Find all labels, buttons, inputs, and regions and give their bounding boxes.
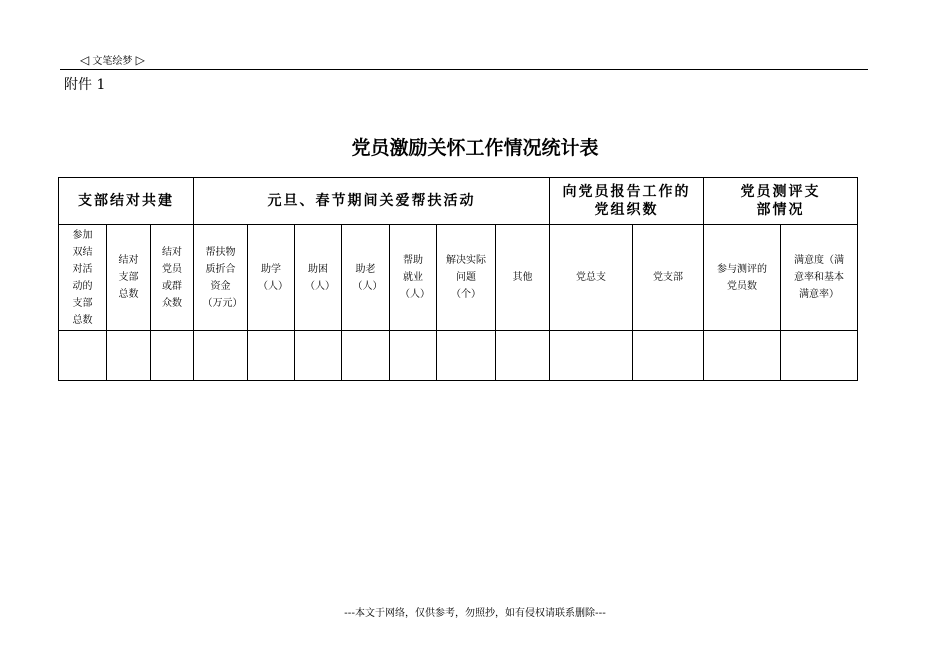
group-header-holiday-activities: 元旦、春节期间关爱帮扶活动 bbox=[194, 178, 550, 225]
page-header bbox=[80, 52, 145, 67]
col-header-2: 结对支部总数 bbox=[107, 225, 151, 331]
attachment-label: 附件 1 bbox=[64, 77, 106, 93]
data-cell[interactable] bbox=[151, 331, 194, 381]
data-cell[interactable] bbox=[633, 331, 704, 381]
footer-disclaimer: ---本文于网络，仅供参考，勿照抄，如有侵权请联系删除--- bbox=[344, 608, 606, 619]
header-rule bbox=[60, 69, 868, 70]
data-cell[interactable] bbox=[781, 331, 858, 381]
col-header-10: 其他 bbox=[496, 225, 550, 331]
col-header-5: 助学（人） bbox=[248, 225, 295, 331]
group-header-evaluation: 党员测评支部情况 bbox=[704, 178, 858, 225]
data-cell[interactable] bbox=[342, 331, 390, 381]
table-row bbox=[59, 331, 858, 381]
group-header-joint-building: 支部结对共建 bbox=[59, 178, 194, 225]
data-cell[interactable] bbox=[59, 331, 107, 381]
data-cell[interactable] bbox=[194, 331, 248, 381]
data-cell[interactable] bbox=[437, 331, 496, 381]
data-cell[interactable] bbox=[704, 331, 781, 381]
col-header-8: 帮助就业（人） bbox=[390, 225, 437, 331]
data-cell[interactable] bbox=[550, 331, 633, 381]
data-cell[interactable] bbox=[248, 331, 295, 381]
col-header-6: 助困（人） bbox=[295, 225, 342, 331]
data-cell[interactable] bbox=[496, 331, 550, 381]
col-header-13: 参与测评的党员数 bbox=[704, 225, 781, 331]
stats-table bbox=[58, 177, 858, 381]
col-header-14: 满意度（满意率和基本满意率） bbox=[781, 225, 858, 331]
group-header-report-orgs: 向党员报告工作的党组织数 bbox=[550, 178, 704, 225]
left-triangle-icon: ◁ bbox=[80, 53, 90, 67]
data-cell[interactable] bbox=[390, 331, 437, 381]
page-title: 党员激励关怀工作情况统计表 bbox=[351, 137, 599, 159]
data-cell[interactable] bbox=[107, 331, 151, 381]
col-header-4: 帮扶物质折合资金（万元） bbox=[194, 225, 248, 331]
col-header-11: 党总支 bbox=[550, 225, 633, 331]
data-cell[interactable] bbox=[295, 331, 342, 381]
col-header-1: 参加双结对活动的支部总数 bbox=[59, 225, 107, 331]
col-header-12: 党支部 bbox=[633, 225, 704, 331]
col-header-9: 解决实际问题（个） bbox=[437, 225, 496, 331]
header-brand: 文笔绘梦 bbox=[92, 56, 133, 67]
col-header-7: 助老（人） bbox=[342, 225, 390, 331]
col-header-3: 结对党员或群众数 bbox=[151, 225, 194, 331]
right-triangle-icon: ▷ bbox=[135, 53, 145, 67]
